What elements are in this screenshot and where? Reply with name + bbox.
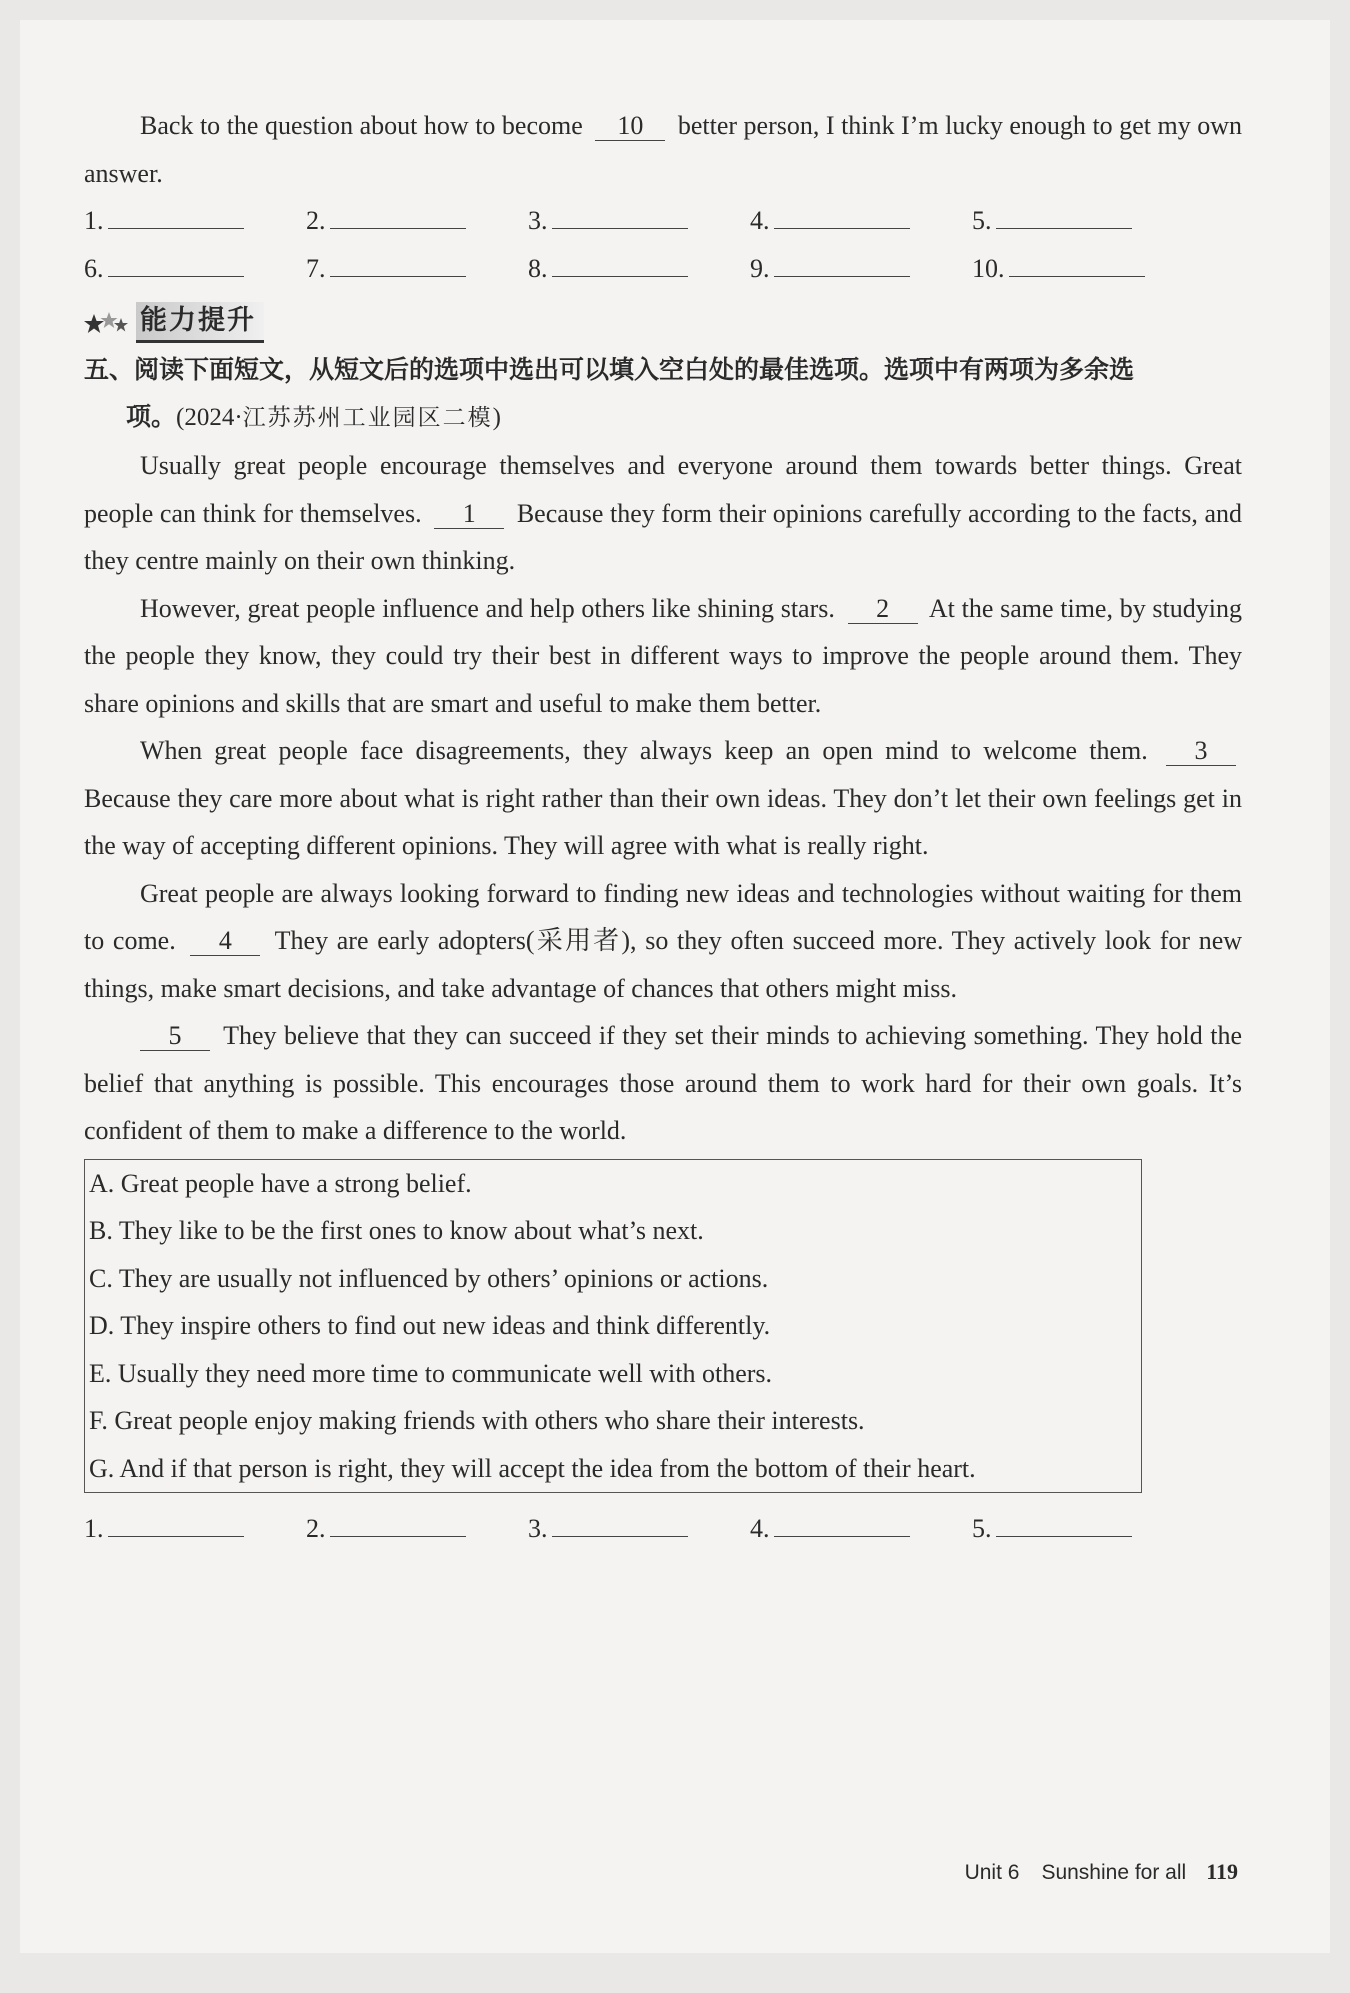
footer-unit: Unit 6 <box>964 1861 1020 1884</box>
option-g: G. And if that person is right, they will accept the idea from the bottom of their heart. <box>89 1453 976 1483</box>
answer-number: 1. <box>84 1514 104 1543</box>
blank-2[interactable]: 2 <box>848 595 918 624</box>
blank-5[interactable]: 5 <box>140 1022 210 1051</box>
answer-line[interactable] <box>1009 248 1145 277</box>
passage-paragraph-3 <box>84 727 1242 870</box>
answer-number: 5. <box>972 1514 992 1543</box>
option-f: F. Great people enjoy making friends with others who share their interests. <box>89 1406 865 1435</box>
blank-4[interactable]: 4 <box>190 927 260 956</box>
answer-line[interactable] <box>774 248 910 277</box>
paragraph-text: Because they form their opinions carefully according to the facts, and they centre mainly on their own thinking. <box>84 498 1242 575</box>
options-box <box>84 1159 1142 1494</box>
question-source-close: ) <box>492 404 501 431</box>
answer-line[interactable] <box>330 248 466 277</box>
answer-item <box>750 197 972 245</box>
passage-paragraph-1 <box>84 442 1242 585</box>
answer-item <box>84 245 306 293</box>
option-d: D. They inspire others to find out new ideas and think differently. <box>89 1311 771 1340</box>
page-number: 119 <box>1206 1859 1238 1884</box>
stars-icon <box>84 306 130 338</box>
question-title-line <box>84 393 1242 442</box>
answer-number: 4. <box>750 1514 770 1543</box>
page-content <box>84 102 1242 1553</box>
answer-item <box>84 197 306 245</box>
paragraph-text: better person, I think I’m lucky enough to get my own answer. <box>84 111 1243 188</box>
answer-row-6-10 <box>84 245 1224 293</box>
question-source-place: 江苏苏州工业园区二模 <box>242 405 493 431</box>
answer-item <box>972 1505 1194 1553</box>
answer-line[interactable] <box>552 200 688 229</box>
paragraph-text: However, great people influence and help others like shining stars. <box>140 593 835 623</box>
answer-item <box>528 245 750 293</box>
question-source-year: (2024· <box>176 404 243 431</box>
page-footer <box>965 1859 1238 1885</box>
paragraph-text: Because they care more about what is right rather than their own ideas. They don’t let their own feelings get in the way of accepting different opinions. They will agree with what is really right. <box>84 783 1242 860</box>
answer-line[interactable] <box>774 1508 910 1537</box>
option-c: C. They are usually not influenced by others’ opinions or actions. <box>89 1263 769 1293</box>
paragraph-text: At the same time, by studying the people they know, they could try their best in different ways to improve the people around them. They share opinions and skills that are smart and useful to make them better. <box>84 593 1242 718</box>
passage-paragraph-2 <box>84 585 1242 728</box>
answer-item <box>972 197 1194 245</box>
paragraph-text: They are early adopters(采用者), so they often succeed more. They actively look for new things, make smart decisions, and take advantage of chances that others might miss. <box>84 926 1243 1003</box>
answer-number: 1. <box>84 206 104 235</box>
answer-item <box>306 245 528 293</box>
answer-number: 10. <box>972 253 1005 283</box>
workbook-page <box>20 20 1330 1953</box>
answer-number: 8. <box>528 253 548 283</box>
answer-item <box>750 1505 972 1553</box>
answer-line[interactable] <box>996 1508 1132 1537</box>
paragraph-text: Usually great people encourage themselves and everyone around them towards better things. Great people can think for themselves. <box>84 451 1242 528</box>
question-title-line: 五、阅读下面短文，从短文后的选项中选出可以填入空白处的最佳选项。选项中有两项为多余选 <box>84 355 1135 384</box>
answer-number: 3. <box>528 1514 548 1543</box>
answer-line[interactable] <box>552 1508 688 1537</box>
answer-item <box>306 197 528 245</box>
answer-line[interactable] <box>774 200 910 229</box>
answer-item <box>84 1505 306 1553</box>
answer-item <box>528 1505 750 1553</box>
paragraph-text: When great people face disagreements, they always keep an open mind to welcome them. <box>140 736 1148 765</box>
option-e: E. Usually they need more time to communicate well with others. <box>89 1358 773 1388</box>
answer-item <box>306 1505 528 1553</box>
blank-1[interactable]: 1 <box>434 500 504 529</box>
blank-3[interactable]: 3 <box>1166 737 1236 766</box>
answer-number: 9. <box>750 253 770 283</box>
paragraph-text: Great people are always looking forward to finding new ideas and technologies without waiting for them to come. <box>84 878 1242 955</box>
answer-line[interactable] <box>108 1508 244 1537</box>
option-b: B. They like to be the first ones to know about what’s next. <box>89 1216 704 1245</box>
answer-number: 7. <box>306 253 326 283</box>
section-banner <box>84 298 1242 346</box>
answer-item <box>528 197 750 245</box>
footer-topic: Sunshine for all <box>1041 1861 1187 1884</box>
answer-line[interactable] <box>330 1508 466 1537</box>
passage-paragraph-5 <box>84 1012 1242 1155</box>
section-title: 能力提升 <box>136 302 264 343</box>
answer-row-1-5 <box>84 197 1224 245</box>
answer-number: 3. <box>528 206 548 235</box>
answer-line[interactable] <box>108 200 244 229</box>
answer-number: 2. <box>306 1514 326 1543</box>
option-a: A. Great people have a strong belief. <box>89 1168 472 1198</box>
answer-number: 5. <box>972 206 992 235</box>
passage-paragraph-4 <box>84 870 1242 1013</box>
blank-10[interactable]: 10 <box>595 112 665 141</box>
answer-number: 2. <box>306 206 326 235</box>
question-title <box>84 346 1242 442</box>
paragraph-text: They believe that they can succeed if they set their minds to achieving something. They hold the belief that anything is possible. This encourages those around them to work hard for their own goals. It’s confident of them to make a difference to the world. <box>84 1021 1243 1145</box>
answer-number: 6. <box>84 253 104 283</box>
answer-line[interactable] <box>108 248 244 277</box>
top-paragraph <box>84 102 1242 197</box>
answer-row-passage <box>84 1505 1224 1553</box>
question-title-end: 项。 <box>126 402 177 431</box>
paragraph-text: Back to the question about how to become <box>140 111 583 140</box>
answer-line[interactable] <box>330 200 466 229</box>
answer-line[interactable] <box>552 248 688 277</box>
answer-item <box>972 245 1194 293</box>
answer-line[interactable] <box>996 200 1132 229</box>
answer-number: 4. <box>750 206 770 235</box>
answer-item <box>750 245 972 293</box>
